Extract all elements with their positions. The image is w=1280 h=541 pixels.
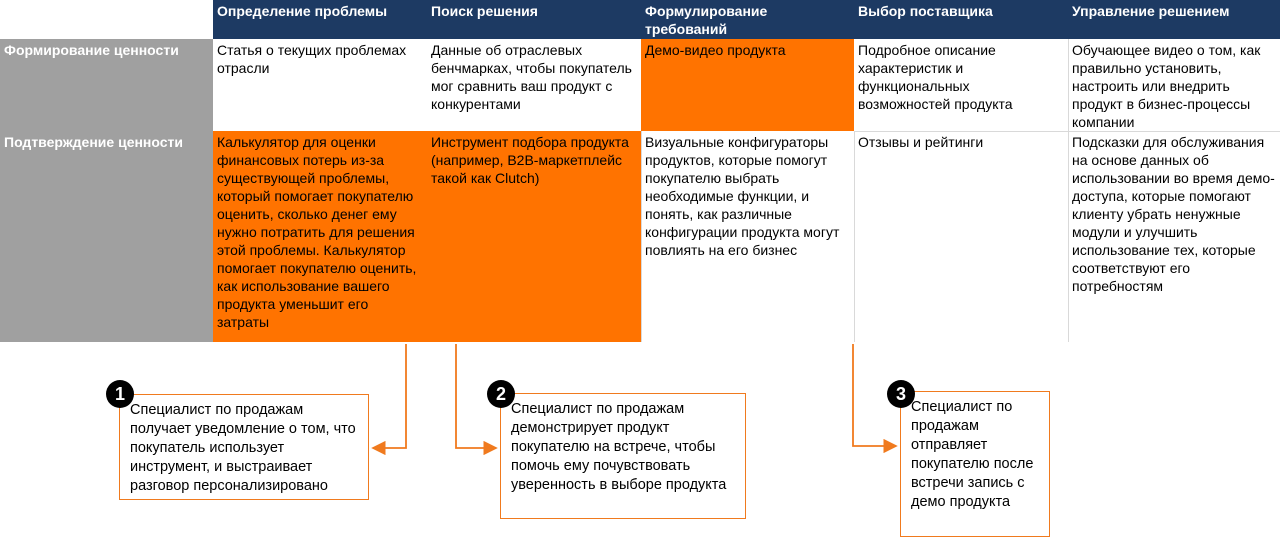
cell-r1-requirements: Демо-видео продукта [641, 39, 854, 131]
cell-r1-solution-search: Данные об отраслевых бенчмарках, чтобы покупатель мог сравнить ваш продукт с конкурентами [427, 39, 641, 131]
callout-1 [119, 394, 369, 500]
column-header-vendor: Выбор поставщика [854, 0, 1068, 39]
row-header-value-creation: Формирование ценности [0, 39, 213, 131]
column-header-requirements: Формулирование требований [641, 0, 854, 39]
cell-r2-requirements: Визуальные конфигураторы продуктов, которые помогут покупателю выбрать необходимые функции, и понять, как различные конфигурации продукта могут повлиять на его бизнес [641, 131, 854, 342]
column-header-problem: Определение проблемы [213, 0, 427, 39]
arrow-1 [373, 344, 406, 448]
cell-r2-vendor: Отзывы и рейтинги [854, 131, 1068, 342]
callout-2 [500, 393, 746, 519]
cell-r2-management: Подсказки для обслуживания на основе данных об использовании во время демо-доступа, которые помогают клиенту убрать ненужные модули и улучшить использование тех, которые соответствуют его потребностям [1068, 131, 1280, 342]
callout-2-number: 2 [487, 380, 515, 408]
column-header-management: Управление решением [1068, 0, 1280, 39]
cell-r1-problem: Статья о текущих проблемах отрасли [213, 39, 427, 131]
callout-3 [900, 391, 1050, 537]
row-header-value-confirmation: Подтверждение ценности [0, 131, 213, 342]
cell-r2-solution-search: Инструмент подбора продукта (например, B2B-маркетплейс такой как Clutch) [427, 131, 641, 342]
callout-3-number: 3 [887, 380, 915, 408]
callout-1-text: Специалист по продажам получает уведомление о том, что покупатель использует инструмент, и выстраивает разговор персонализировано [130, 402, 356, 494]
cell-r1-management: Обучающее видео о том, как правильно установить, настроить или внедрить продукт в бизнес-процессы компании [1068, 39, 1280, 131]
column-header-solution-search: Поиск решения [427, 0, 641, 39]
cell-r1-vendor: Подробное описание характеристик и функциональных возможностей продукта [854, 39, 1068, 131]
callout-1-number: 1 [106, 380, 134, 408]
cell-r2-problem: Калькулятор для оценки финансовых потерь из-за существующей проблемы, который помогает покупателю оценить, сколько денег ему нужно потратить для решения этой проблемы. Калькулятор помогает покупателю оценить, как использование вашего продукта уменьшит его затраты [213, 131, 427, 342]
callout-2-text: Специалист по продажам демонстрирует продукт покупателю на встрече, чтобы помочь ему почувствовать уверенность в выборе продукта [511, 401, 727, 493]
callout-3-text: Специалист по продажам отправляет покупателю после встречи запись с демо продукта [911, 399, 1034, 510]
